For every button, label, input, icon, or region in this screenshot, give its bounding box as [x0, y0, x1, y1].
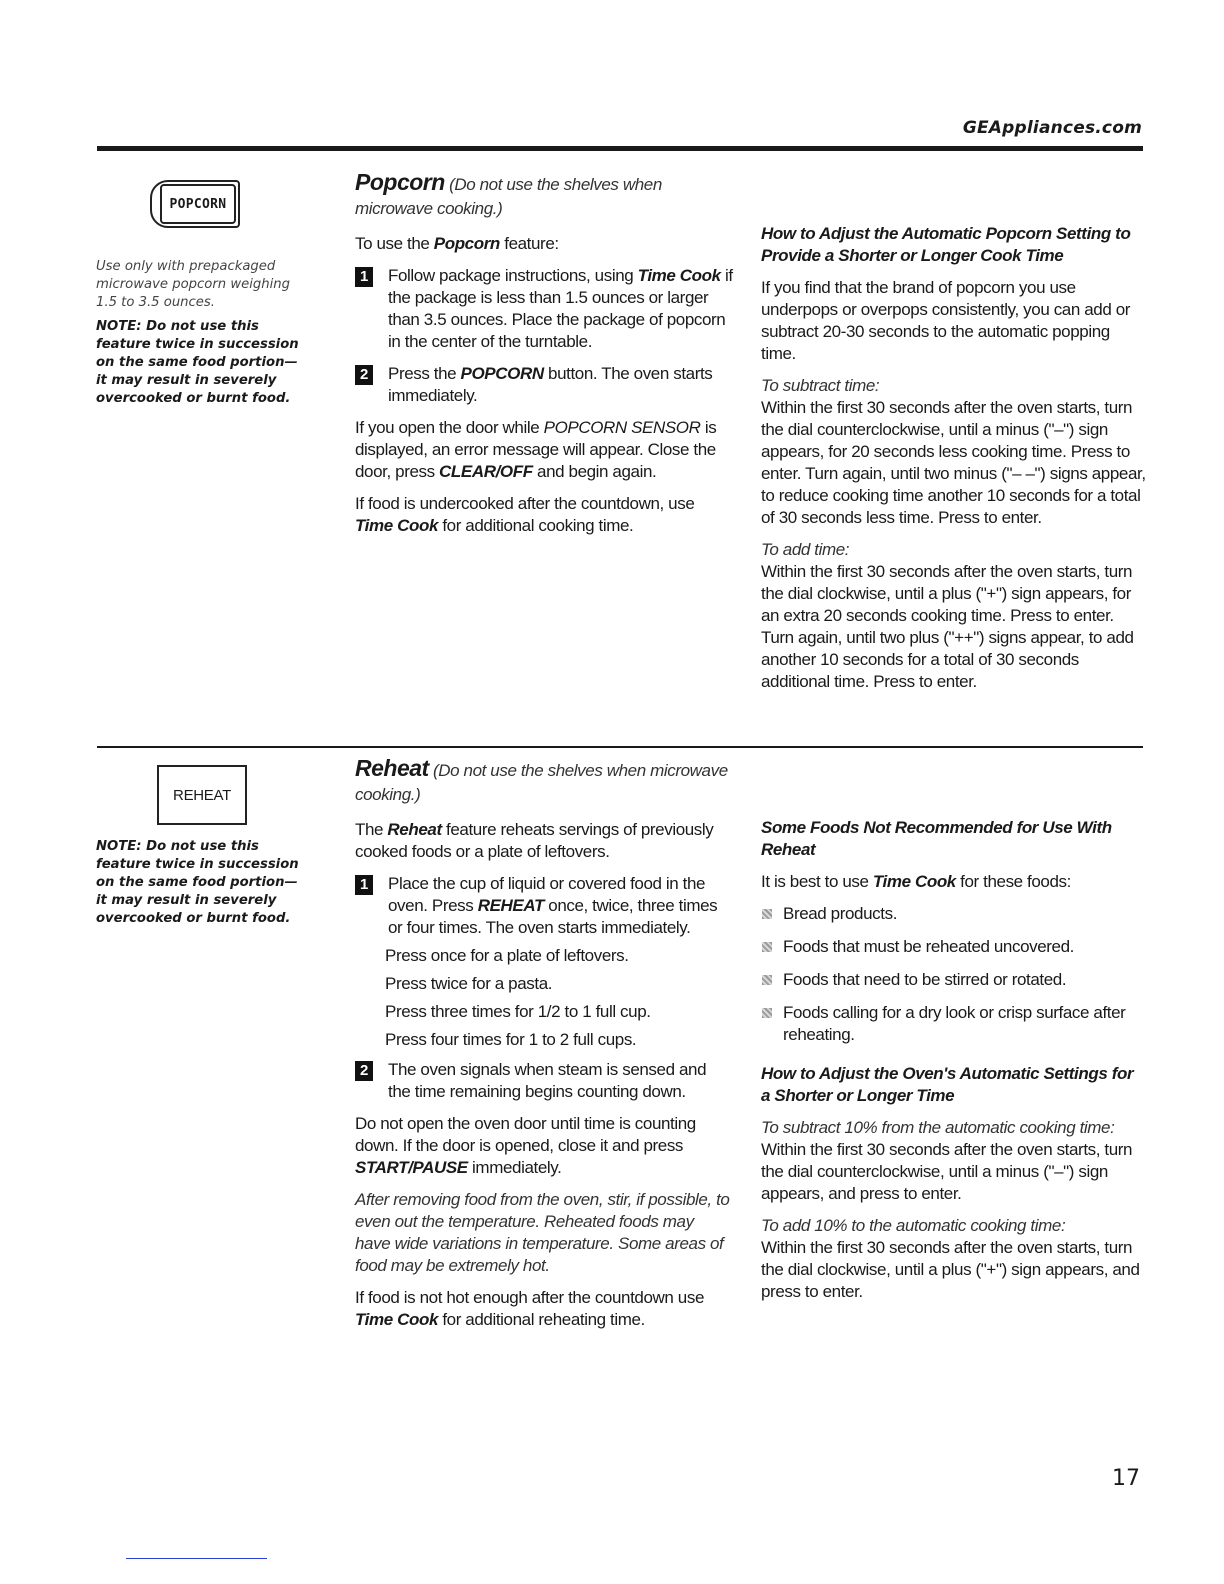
- step-number-badge: 1: [355, 267, 373, 287]
- list-item: Bread products.: [761, 903, 1141, 925]
- bullet-icon: [762, 942, 772, 952]
- bullet-icon: [762, 909, 772, 919]
- popcorn-side-caption: Use only with prepackaged microwave popcorn weighing 1.5 to 3.5 ounces.: [96, 259, 291, 310]
- list-item: Press once for a plate of leftovers.: [385, 946, 629, 965]
- reheat-add-text: Within the first 30 seconds after the oven starts, turn the dial clockwise, until a plus ("+") sign appears, and press to enter.: [761, 1238, 1140, 1301]
- popcorn-door-paragraph: If you open the door while POPCORN SENSOR is displayed, an error message will appear. Close the door, press CLEAR/OFF and begin again.: [355, 418, 717, 481]
- popcorn-title-block: [355, 170, 735, 221]
- popcorn-add-label: To add time:: [761, 540, 850, 559]
- popcorn-title: Popcorn: [355, 169, 445, 195]
- reheat-button-label: REHEAT: [173, 786, 231, 804]
- list-item: Foods that need to be stirred or rotated.: [761, 969, 1141, 991]
- reheat-title: Reheat: [355, 755, 429, 781]
- list-item: Press three times for 1/2 to 1 full cup.: [385, 1002, 651, 1021]
- reheat-press-options: [355, 945, 730, 1051]
- list-item: Foods that must be reheated uncovered.: [761, 936, 1141, 958]
- popcorn-adjust-column: [761, 223, 1146, 703]
- section-divider: [97, 746, 1143, 748]
- list-item: Foods calling for a dry look or crisp surface after reheating.: [761, 1002, 1141, 1046]
- list-item: Press twice for a pasta.: [385, 974, 553, 993]
- popcorn-undercooked-paragraph: If food is undercooked after the countdown, use Time Cook for additional cooking time.: [355, 494, 695, 535]
- reheat-stir-warning: After removing food from the oven, stir, if possible, to even out the temperature. Reheated foods may have wide variations in temperature. Some areas of food may be extremely hot.: [355, 1190, 730, 1275]
- popcorn-subtract-label: To subtract time:: [761, 376, 880, 395]
- page-number: 17: [1112, 1466, 1140, 1491]
- reheat-right-column: [761, 817, 1141, 1313]
- top-rule: [97, 146, 1143, 151]
- popcorn-title-note: (Do not use the shelves when microwave cooking.): [355, 175, 662, 218]
- reheat-sidebar: [96, 838, 301, 928]
- popcorn-subtract-text: Within the first 30 seconds after the oven starts, turn the dial counterclockwise, until a minus ("–") sign appears, for 20 seconds less cooking time. Press to enter. Turn again, until two minus ("– –") signs appear, to reduce cooking time another 10 seconds for a total of 30 seconds less time. Press to enter.: [761, 398, 1146, 527]
- bullet-icon: [762, 975, 772, 985]
- reheat-button-illustration: [157, 765, 247, 825]
- reheat-door-paragraph: Do not open the oven door until time is counting down. If the door is opened, close it and press START/PAUSE immediately.: [355, 1114, 696, 1177]
- footer-link-underline: [126, 1558, 267, 1559]
- reheat-add-label: To add 10% to the automatic cooking time:: [761, 1216, 1066, 1235]
- reheat-adjust-heading: How to Adjust the Oven's Automatic Settings for a Shorter or Longer Time: [761, 1064, 1134, 1105]
- popcorn-intro: To use the Popcorn feature:: [355, 234, 559, 253]
- popcorn-main-column: [355, 170, 735, 547]
- reheat-subtract-label: To subtract 10% from the automatic cooking time:: [761, 1118, 1115, 1137]
- reheat-side-note: NOTE: Do not use this feature twice in succession on the same food portion—it may result in severely overcooked or burnt food.: [96, 839, 299, 926]
- step-number-badge: 2: [355, 1061, 373, 1081]
- reheat-intro: The Reheat feature reheats servings of previously cooked foods or a plate of leftovers.: [355, 820, 714, 861]
- popcorn-adjust-heading: How to Adjust the Automatic Popcorn Setting to Provide a Shorter or Longer Cook Time: [761, 224, 1131, 265]
- popcorn-button-illustration: [150, 180, 240, 228]
- reheat-not-hot-paragraph: If food is not hot enough after the countdown use Time Cook for additional reheating time.: [355, 1288, 704, 1329]
- list-item: Press four times for 1 to 2 full cups.: [385, 1030, 637, 1049]
- popcorn-side-note: NOTE: Do not use this feature twice in succession on the same food portion—it may result in severely overcooked or burnt food.: [96, 319, 299, 406]
- popcorn-step-2: 2 Press the POPCORN button. The oven starts immediately.: [355, 363, 735, 407]
- reheat-title-block: [355, 756, 730, 807]
- popcorn-button-label: POPCORN: [160, 184, 236, 224]
- reheat-step-1: 1 Place the cup of liquid or covered food in the oven. Press REHEAT once, twice, three times or four times. The oven starts immediately.: [355, 873, 730, 939]
- reheat-step-2: 2 The oven signals when steam is sensed and the time remaining begins counting down.: [355, 1059, 730, 1103]
- popcorn-sidebar: [96, 258, 301, 408]
- popcorn-adjust-intro: If you find that the brand of popcorn you use underpops or overpops consistently, you can add or subtract 20-30 seconds to the automatic popping time.: [761, 278, 1131, 363]
- reheat-not-recommended-intro: It is best to use Time Cook for these foods:: [761, 872, 1071, 891]
- reheat-subtract-text: Within the first 30 seconds after the oven starts, turn the dial counterclockwise, until a minus ("–") sign appears, and press to enter.: [761, 1140, 1133, 1203]
- reheat-main-column: [355, 756, 730, 1341]
- popcorn-step-1: 1 Follow package instructions, using Time Cook if the package is less than 1.5 ounces or larger than 3.5 ounces. Place the package of popcorn in the center of the turntable.: [355, 265, 735, 353]
- bullet-icon: [762, 1008, 772, 1018]
- step-number-badge: 1: [355, 875, 373, 895]
- popcorn-add-text: Within the first 30 seconds after the oven starts, turn the dial clockwise, until a plus ("+") sign appears, for an extra 20 seconds cooking time. Press to enter. Turn again, until two plus ("++") signs appear, to add another 10 seconds for a total of 30 seconds additional time. Press to enter.: [761, 562, 1134, 691]
- reheat-title-note: (Do not use the shelves when microwave cooking.): [355, 761, 728, 804]
- reheat-not-recommended-heading: Some Foods Not Recommended for Use With Reheat: [761, 818, 1112, 859]
- site-url: GEAppliances.com: [962, 118, 1142, 138]
- step-number-badge: 2: [355, 365, 373, 385]
